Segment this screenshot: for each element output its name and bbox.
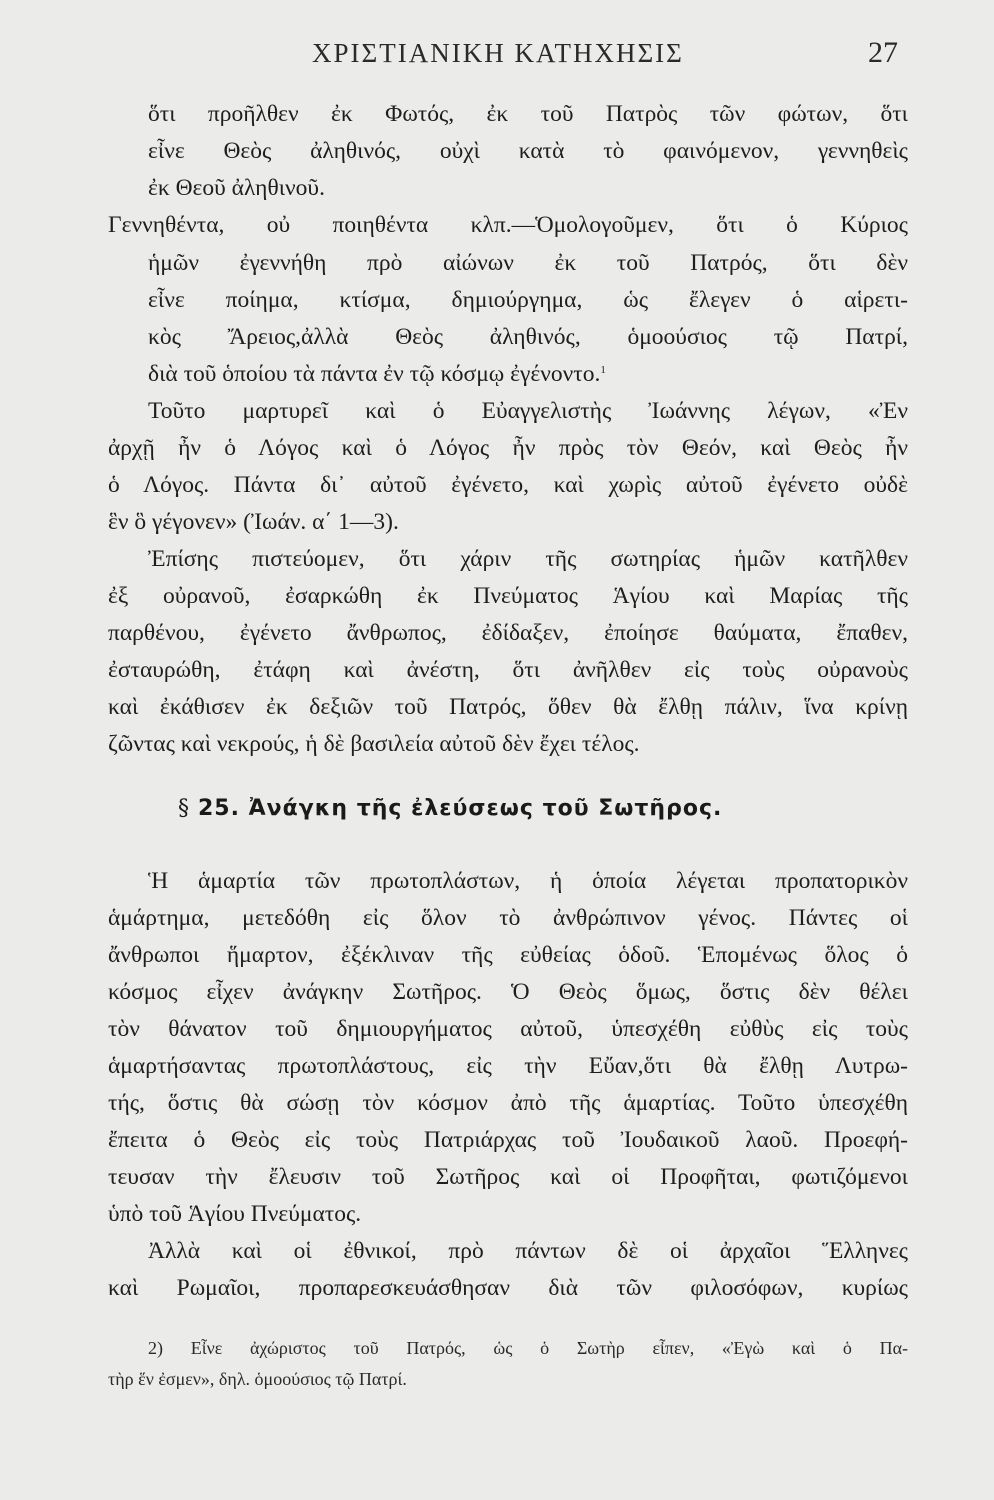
- footnote-line: τὴρ ἕν ἐσμεν», δηλ. ὁμοούσιος τῷ Πατρί.: [108, 1369, 407, 1389]
- text-line: τής, ὅστις θὰ σώσῃ τὸν κόσμον ἀπὸ τῆς ἁμαρτίας. Τοῦτο ὑπεσχέθη: [108, 1090, 908, 1116]
- text-line: τὸν θάνατον τοῦ δημιουργήματος αὐτοῦ, ὑπεσχέθη εὐθὺς εἰς τοὺς: [108, 1016, 908, 1042]
- text-line: ζῶντας καὶ νεκρούς, ἡ δὲ βασιλεία αὐτοῦ δὲν ἔχει τέλος.: [108, 731, 640, 757]
- footnote-line: 2) Εἶνε ἀχώριστος τοῦ Πατρός, ὡς ὁ Σωτὴρ εἶπεν, «Ἐγὼ καὶ ὁ Πα-: [148, 1338, 908, 1358]
- text-line: Τοῦτο μαρτυρεῖ καὶ ὁ Εὐαγγελιστὴς Ἰωάννης λέγων, «Ἐν: [148, 398, 908, 424]
- text-line: ἐξ οὐρανοῦ, ἐσαρκώθη ἐκ Πνεύματος Ἁγίου καὶ Μαρίας τῆς: [108, 583, 908, 609]
- text-line: ἀρχῇ ἦν ὁ Λόγος καὶ ὁ Λόγος ἦν πρὸς τὸν Θεόν, καὶ Θεὸς ἦν: [108, 435, 908, 461]
- page-header: [0, 34, 994, 74]
- text-line: παρθένου, ἐγένετο ἄνθρωπος, ἐδίδαξεν, ἐποίησε θαύματα, ἔπαθεν,: [108, 620, 908, 646]
- text-line: Ἐπίσης πιστεύομεν, ὅτι χάριν τῆς σωτηρίας ἡμῶν κατῆλθεν: [148, 546, 908, 572]
- footnote-marker: 1: [600, 364, 606, 376]
- text-line: τευσαν τὴν ἔλευσιν τοῦ Σωτῆρος καὶ οἱ Προφῆται, φωτιζόμενοι: [108, 1164, 908, 1190]
- text-line: καὶ ἐκάθισεν ἐκ δεξιῶν τοῦ Πατρός, ὅθεν θὰ ἔλθῃ πάλιν, ἵνα κρίνῃ: [108, 694, 908, 720]
- text-line: Ἡ ἁμαρτία τῶν πρωτοπλάστων, ἡ ὁποία λέγεται προπατορικὸν: [148, 868, 908, 894]
- text-line: ἄνθρωποι ἥμαρτον, ἐξέκλιναν τῆς εὐθείας ὁδοῦ. Ἑπομένως ὅλος ὁ: [108, 942, 908, 968]
- text-line: Γεννηθέντα, οὐ ποιηθέντα κλπ.—Ὁμολογοῦμεν, ὅτι ὁ Κύριος: [108, 212, 908, 238]
- text-line: ἁμάρτημα, μετεδόθη εἰς ὅλον τὸ ἀνθρώπινον γένος. Πάντες οἱ: [108, 905, 908, 931]
- text-line: ἁμαρτήσαντας πρωτοπλάστους, εἰς τὴν Εὔαν,ὅτι θὰ ἔλθῃ Λυτρω-: [108, 1053, 908, 1079]
- text-line: εἶνε ποίημα, κτίσμα, δημιούργημα, ὡς ἔλεγεν ὁ αἱρετι-: [148, 287, 908, 313]
- text-line: ἡμῶν ἐγεννήθη πρὸ αἰώνων ἐκ τοῦ Πατρός, ὅτι δὲν: [148, 250, 908, 276]
- text-line: ἐκ Θεοῦ ἀληθινοῦ.: [148, 175, 325, 201]
- text-line: καὶ Ρωμαῖοι, προπαρεσκευάσθησαν διὰ τῶν φιλοσόφων, κυρίως: [108, 1275, 908, 1301]
- text-line: ἐσταυρώθη, ἐτάφη καὶ ἀνέστη, ὅτι ἀνῆλθεν εἰς τοὺς οὐρανοὺς: [108, 657, 908, 683]
- section-title: 25. Ἀνάγκη τῆς ἐλεύσεως τοῦ Σωτῆρος.: [198, 796, 723, 821]
- text-line: ὑπὸ τοῦ Ἁγίου Πνεύματος.: [108, 1201, 362, 1227]
- page-number: 27: [868, 36, 898, 69]
- running-title: ΧΡΙΣΤΙΑΝΙΚΗ ΚΑΤΗΧΗΣΙΣ: [312, 38, 684, 68]
- text-line: ὁ Λόγος. Πάντα δι᾽ αὐτοῦ ἐγένετο, καὶ χωρὶς αὐτοῦ ἐγένετο οὐδὲ: [108, 472, 908, 498]
- text-line: διὰ τοῦ ὁποίου τὰ πάντα ἐν τῷ κόσμῳ ἐγένοντο.: [148, 361, 601, 387]
- text-line: κὸς Ἄρειος,ἀλλὰ Θεὸς ἀληθινός, ὁμοούσιος τῷ Πατρί,: [148, 324, 908, 350]
- text-line: Ἀλλὰ καὶ οἱ ἐθνικοί, πρὸ πάντων δὲ οἱ ἀρχαῖοι Ἕλληνες: [148, 1238, 908, 1264]
- text-line: ὅτι προῆλθεν ἐκ Φωτός, ἐκ τοῦ Πατρὸς τῶν φώτων, ὅτι: [148, 101, 908, 127]
- section-heading: [178, 796, 838, 836]
- text-line: ἔπειτα ὁ Θεὸς εἰς τοὺς Πατριάρχας τοῦ Ἰουδαικοῦ λαοῦ. Προεφή-: [108, 1127, 908, 1153]
- text-line: κόσμος εἶχεν ἀνάγκην Σωτῆρος. Ὁ Θεὸς ὅμως, ὅστις δὲν θέλει: [108, 979, 908, 1005]
- text-line-with-footnote: [148, 356, 908, 392]
- text-line: ἓν ὃ γέγονεν» (Ἰωάν. α΄ 1—3).: [108, 509, 399, 535]
- section-symbol: §: [178, 796, 190, 821]
- text-line: εἶνε Θεὸς ἀληθινός, οὐχὶ κατὰ τὸ φαινόμενον, γεννηθεὶς: [148, 138, 908, 164]
